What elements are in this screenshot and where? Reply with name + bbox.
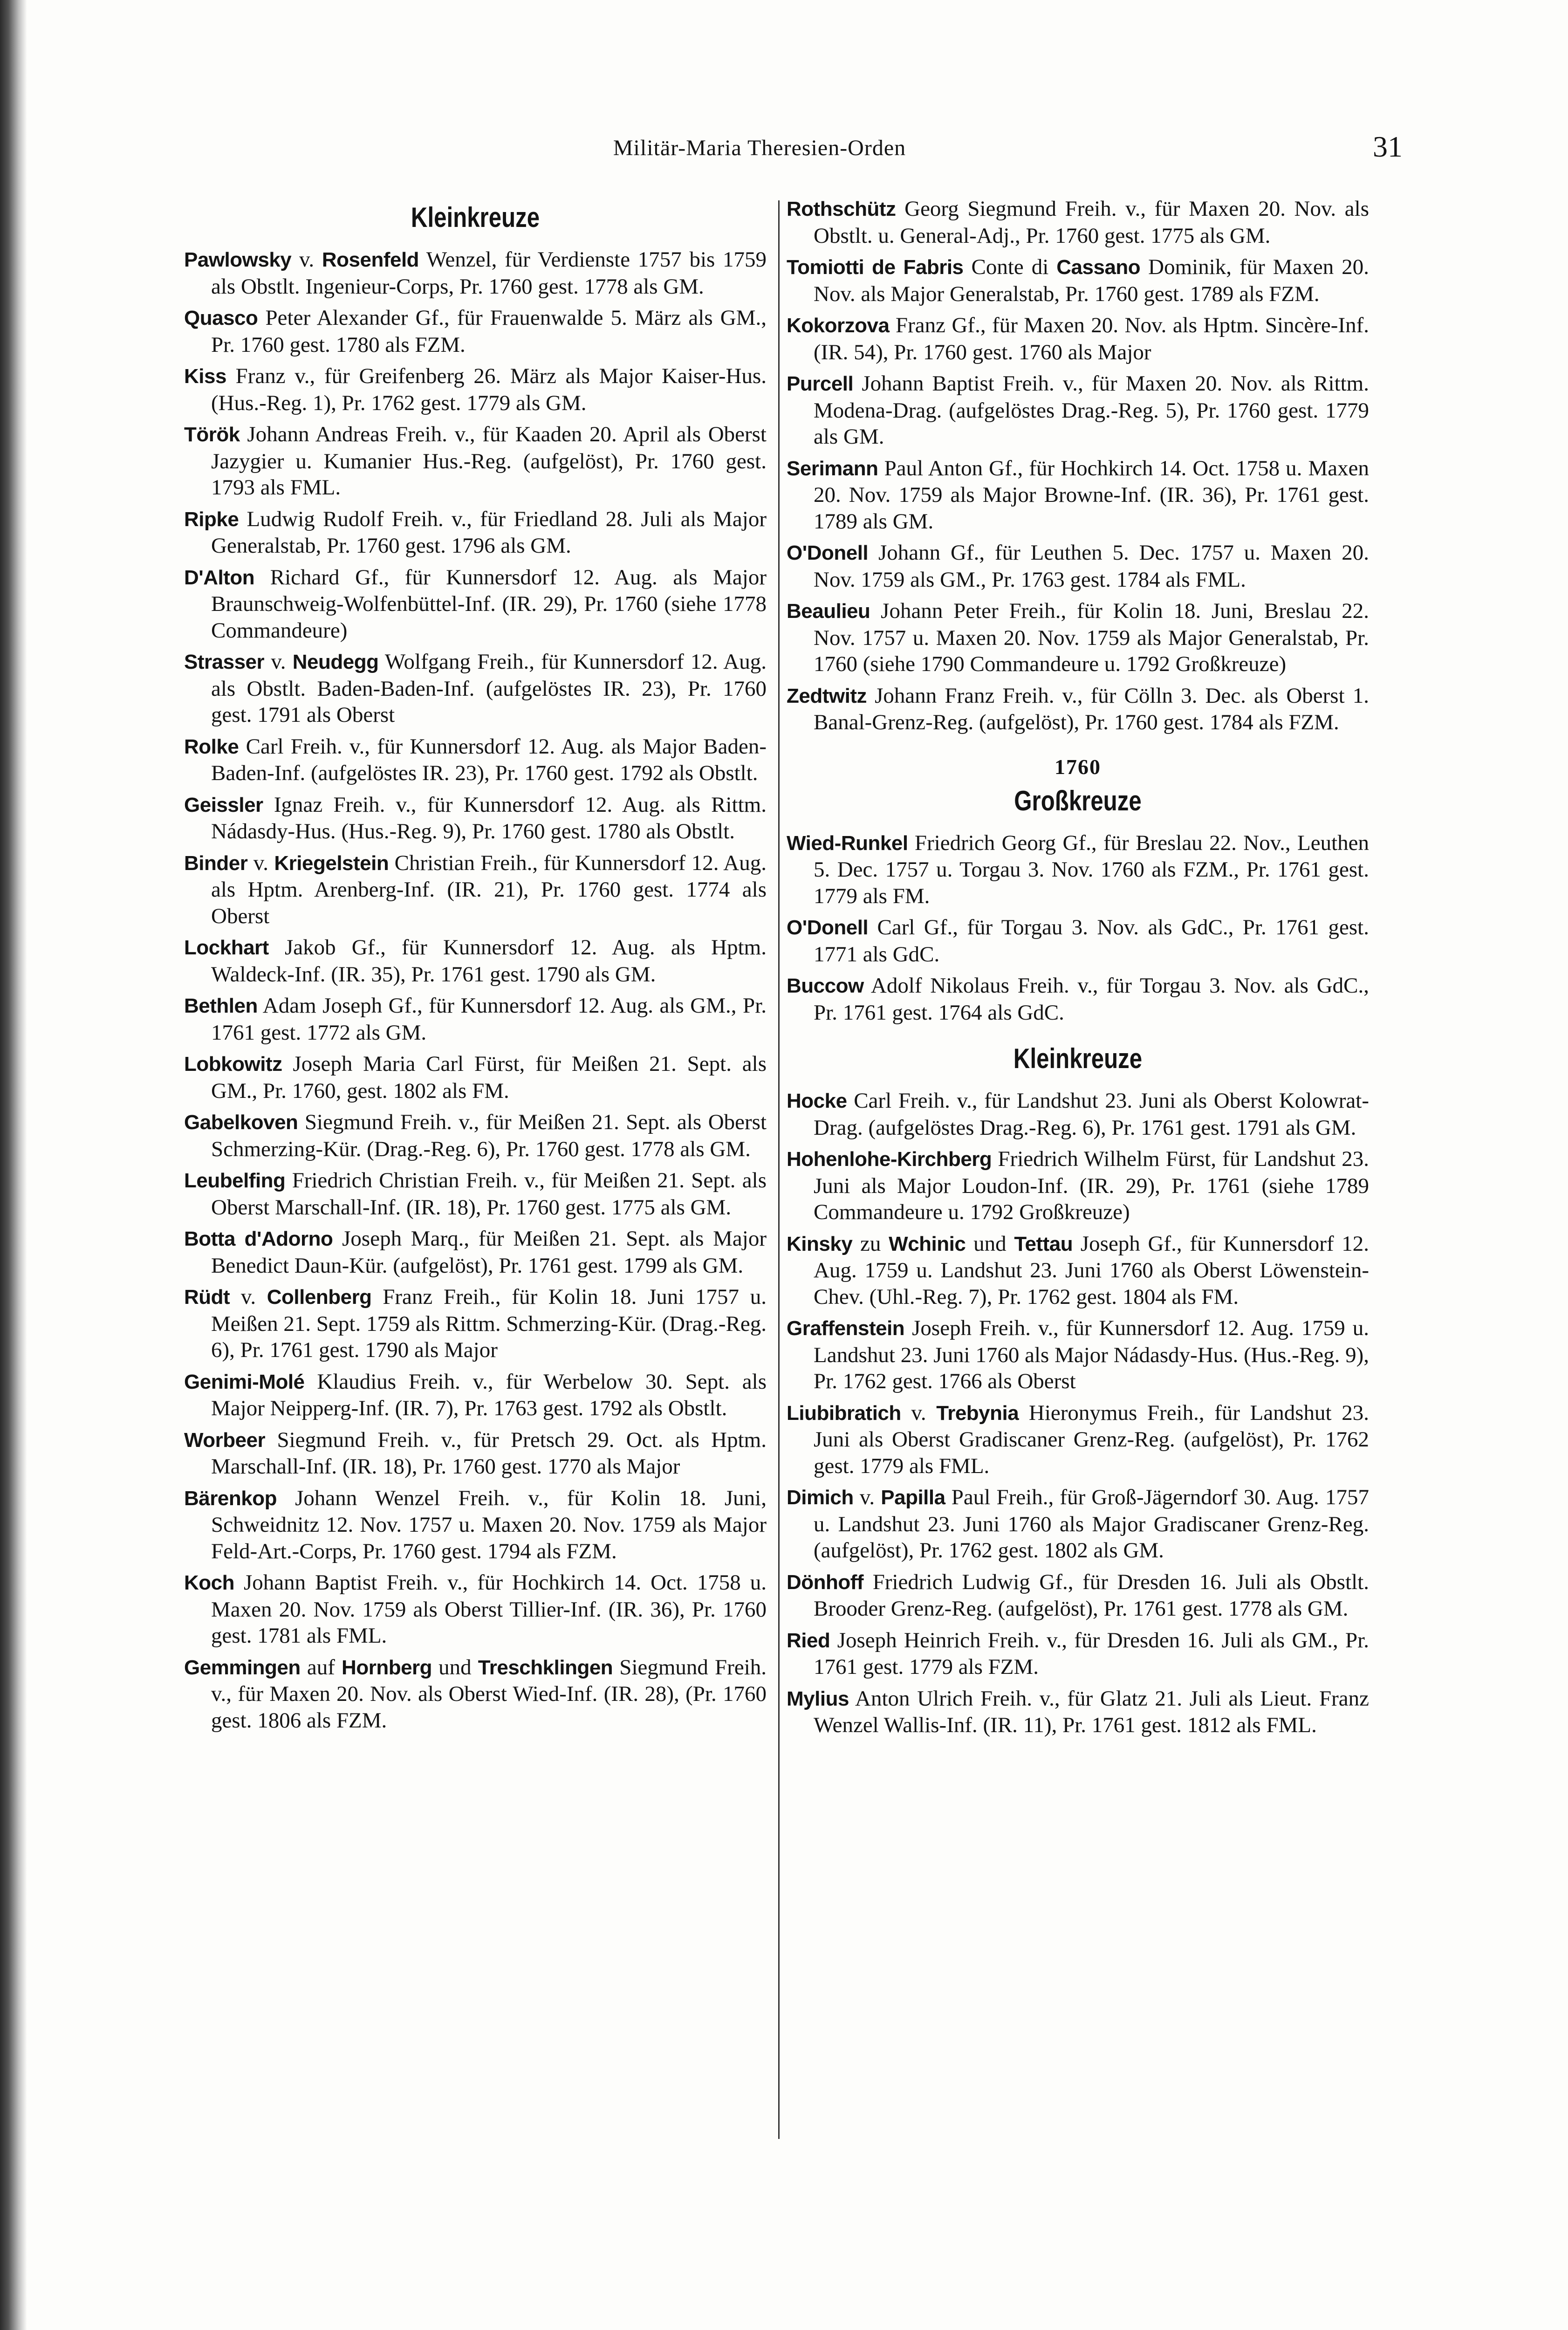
entry-name: Kriegelstein (274, 851, 389, 875)
entry-text: Carl Freih. v., für Kunnersdorf 12. Aug. als Major Baden-Baden-Inf. (aufgelöstes IR. 23), Pr. 1760 gest. 1792 als Obstlt. (211, 734, 767, 785)
entry-text: Johann Baptist Freih. v., für Hochkirch 14. Oct. 1758 u. Maxen 20. Nov. 1759 als Oberst Tillier-Inf. (IR. 36), Pr. 1760 gest. 1781 als FML. (211, 1570, 767, 1648)
entry-text: Peter Alexander Gf., für Frauenwalde 5. März als GM., Pr. 1760 gest. 1780 als FZM. (211, 306, 767, 357)
entry (184, 1569, 767, 1649)
entry-name: Gabelkoven (184, 1111, 298, 1134)
entry-name: Collenberg (267, 1286, 372, 1309)
entry-text: Joseph Marq., für Meißen 21. Sept. als Major Benedict Daun-Kür. (aufgelöst), Pr. 1761 gest. 1799 als GM. (211, 1227, 767, 1278)
entry-name: Török (184, 423, 240, 446)
entry-text: Hieronymus Freih., für Landshut 23. Juni als Oberst Gradiscaner Grenz-Reg. (aufgelöst), Pr. 1762 gest. 1779 als FML. (814, 1400, 1369, 1478)
entry-text: Ludwig Rudolf Freih. v., für Friedland 28. Juli als Major Generalstab, Pr. 1760 gest. 1796 als GM. (211, 507, 767, 558)
entry-name: Genimi-Molé (184, 1370, 305, 1393)
entry (787, 1400, 1369, 1480)
entry-text: Adolf Nikolaus Freih. v., für Torgau 3. Nov. als GdC., Pr. 1761 gest. 1764 als GdC. (814, 973, 1369, 1025)
entry-name: Zedtwitz (787, 684, 867, 707)
entry-list (787, 1088, 1369, 1739)
entry-name: Koch (184, 1571, 234, 1594)
entry-text: Conte di (963, 255, 1057, 279)
entry (787, 455, 1369, 535)
entry (184, 363, 767, 416)
entry-text: und (965, 1231, 1014, 1256)
entry-text: Joseph Freih. v., für Kunnersdorf 12. Aug. 1759 u. Landshut 23. Juni 1760 als Major Nádasdy-Hus. (Hus.-Reg. 9), Pr. 1762 gest. 1766 als Oberst (814, 1316, 1369, 1393)
entry-name: Hocke (787, 1090, 847, 1112)
entry-name: Kiss (184, 365, 226, 388)
entry-name: Neudegg (292, 651, 379, 673)
entry-text: v. (264, 650, 293, 674)
entry-text: Anton Ulrich Freih. v., für Glatz 21. Juli als Lieut. Franz Wenzel Wallis-Inf. (IR. 11), Pr. 1761 gest. 1812 als FML. (814, 1686, 1369, 1737)
entry (184, 1109, 767, 1162)
entry-name: Leubelfing (184, 1169, 286, 1192)
entry (184, 305, 767, 358)
entry-name: Lobkowitz (184, 1053, 282, 1076)
entry (184, 850, 767, 930)
entry-name: Wchinic (889, 1232, 966, 1255)
entry (184, 993, 767, 1046)
entry (184, 564, 767, 644)
entry-text: Siegmund Freih. v., für Pretsch 29. Oct. als Hptm. Marschall-Inf. (IR. 18), Pr. 1760 gest. 1770 als Major (211, 1427, 767, 1479)
entry-name: Trebynia (936, 1401, 1019, 1425)
entry-name: O'Donell (787, 916, 869, 939)
entry-name: Graffenstein (787, 1317, 905, 1340)
entry-list (184, 247, 767, 1734)
entry-name: Geissler (184, 793, 263, 816)
entry-text: Siegmund Freih. v., für Meißen 21. Sept. als Oberst Schmerzing-Kür. (Drag.-Reg. 6), Pr. 1760 gest. 1778 als GM. (211, 1110, 767, 1161)
entry-text: Joseph Maria Carl Fürst, für Meißen 21. Sept. als GM., Pr. 1760, gest. 1802 als FM. (211, 1052, 767, 1103)
entry (787, 1088, 1369, 1141)
entry-name: D'Alton (184, 566, 255, 589)
entry-name: Beaulieu (787, 600, 870, 623)
entry-text: Joseph Heinrich Freih. v., für Dresden 16. Juli als GM., Pr. 1761 gest. 1779 als FZM. (814, 1628, 1369, 1679)
entry-text: und (432, 1655, 478, 1679)
entry-name: Liubibratich (787, 1401, 901, 1425)
entry-text: auf (300, 1655, 342, 1679)
entry (787, 1484, 1369, 1564)
entry-name: Tettau (1014, 1232, 1073, 1255)
entry-name: Rolke (184, 735, 239, 758)
entry-name: Ried (787, 1629, 830, 1652)
entry-name: Hornberg (342, 1656, 432, 1679)
entry-text: Johann Wenzel Freih. v., für Kolin 18. Juni, Schweidnitz 12. Nov. 1757 u. Maxen 20. Nov. 1759 als Major Feld-Art.-Corps, Pr. 1760 gest. 1794 als FZM. (211, 1486, 767, 1563)
section-title-grosskreuze: Großkreuze (1014, 785, 1142, 816)
entry (184, 247, 767, 300)
entry (184, 1485, 767, 1565)
entry (787, 830, 1369, 910)
entry-text: Christian Freih., für Kunnersdorf 12. Aug. als Hptm. Arenberg-Inf. (IR. 21), Pr. 1760 gest. 1774 als Oberst (211, 850, 767, 928)
entry-name: Treschklingen (478, 1656, 613, 1679)
entry-text: Johann Peter Freih., für Kolin 18. Juni, Breslau 22. Nov. 1757 u. Maxen 20. Nov. 1759 als Major Generalstab, Pr. 1760 (siehe 1790 Commandeure u. 1792 Großkreuze) (814, 599, 1369, 676)
entry (787, 540, 1369, 593)
entry (184, 1167, 767, 1220)
entry-text: v. (247, 850, 274, 875)
entry-text: v. (291, 247, 322, 272)
entry-name: Bärenkop (184, 1487, 277, 1510)
entry (184, 1284, 767, 1364)
entry (787, 914, 1369, 967)
entry-text: v. (853, 1485, 881, 1509)
entry-text: Friedrich Georg Gf., für Breslau 22. Nov., Leuthen 5. Dec. 1757 u. Torgau 3. Nov. 1760 als FZM., Pr. 1761 gest. 1779 als FM. (814, 830, 1369, 908)
running-title: Militär-Maria Theresien-Orden (613, 136, 906, 160)
entry-text: Siegmund Freih. v., für Maxen 20. Nov. als Oberst Wied-Inf. (IR. 28), (Pr. 1760 gest. 1806 als FZM. (211, 1655, 767, 1733)
entry-name: Dönhoff (787, 1570, 864, 1594)
entry-text: Jakob Gf., für Kunnersdorf 12. Aug. als Hptm. Waldeck-Inf. (IR. 35), Pr. 1761 gest. 1790 als GM. (211, 935, 767, 987)
entry-text: Franz Freih., für Kolin 18. Juni 1757 u. Meißen 21. Sept. 1759 als Rittm. Schmerzing-Kür. (Drag.-Reg. 6), Pr. 1761 gest. 1790 als Major (211, 1285, 767, 1362)
entry-text: v. (901, 1400, 937, 1425)
entry-text: Friedrich Christian Freih. v., für Meißen 21. Sept. als Oberst Marschall-Inf. (IR. 18), Pr. 1760 gest. 1775 als GM. (211, 1168, 767, 1220)
entry (184, 649, 767, 728)
entry-text: zu (852, 1231, 889, 1256)
entry-text: Georg Siegmund Freih. v., für Maxen 20. Nov. als Obstlt. u. General-Adj., Pr. 1760 gest. 1775 als GM. (814, 197, 1369, 248)
entry-text: Adam Joseph Gf., für Kunnersdorf 12. Aug. als GM., Pr. 1761 gest. 1772 als GM. (211, 994, 767, 1045)
entry (184, 421, 767, 501)
entry-text: Carl Freih. v., für Landshut 23. Juni als Oberst Kolowrat-Drag. (aufgelöstes Drag.-Reg. 6), Pr. 1761 gest. 1791 als GM. (814, 1089, 1369, 1140)
entry-name: Bethlen (184, 994, 258, 1017)
entry-name: Kokorzova (787, 314, 890, 337)
entry (787, 973, 1369, 1026)
entry (184, 1051, 767, 1104)
entry-name: Worbeer (184, 1428, 266, 1452)
year-heading: 1760 (1054, 754, 1101, 779)
entry (787, 1146, 1369, 1226)
entry (184, 934, 767, 987)
entry (787, 1315, 1369, 1395)
entry (184, 733, 767, 787)
entry-text: v. (230, 1285, 267, 1309)
entry-name: Tomiotti de Fabris (787, 256, 964, 279)
entry-text: Dominik, für Maxen 20. Nov. als Major Generalstab, Pr. 1760 gest. 1789 als FZM. (814, 255, 1369, 306)
entry-text: Richard Gf., für Kunnersdorf 12. Aug. als Major Braunschweig-Wolfenbüttel-Inf. (IR. 29), Pr. 1760 (siehe 1778 Commandeure) (211, 565, 767, 643)
entry-text: Paul Freih., für Groß-Jägerndorf 30. Aug. 1757 u. Landshut 23. Juni 1760 als Major Gradiscaner Grenz-Reg. (aufgelöst), Pr. 1762 gest. 1802 als GM. (814, 1485, 1369, 1562)
entry (787, 598, 1369, 678)
right-column (787, 196, 1369, 1744)
entry-text: Johann Andreas Freih. v., für Kaaden 20. April als Oberst Jazygier u. Kumanier Hus.-Reg. (aufgelöst), Pr. 1760 gest. 1793 als FML. (211, 422, 767, 500)
entry-name: Binder (184, 851, 248, 875)
entry-name: Buccow (787, 974, 864, 997)
entry-name: Strasser (184, 651, 265, 673)
entry-text: Friedrich Wilhelm Fürst, für Landshut 23. Juni als Major Loudon-Inf. (IR. 29), Pr. 1761 (siehe 1789 Commandeure u. 1792 Großkreuze) (814, 1147, 1369, 1224)
entry-text: Wenzel, für Verdienste 1757 bis 1759 als Obstlt. Ingenieur-Corps, Pr. 1760 gest. 1778 als GM. (211, 247, 767, 299)
entry-text: Joseph Gf., für Kunnersdorf 12. Aug. 1759 u. Landshut 23. Juni 1760 als Oberst Löwenstein-Chev. (Uhl.-Reg. 7), Pr. 1762 gest. 1804 als FM. (814, 1231, 1369, 1309)
entry-name: Hohenlohe-Kirchberg (787, 1148, 992, 1171)
entry (184, 1369, 767, 1422)
entry-text: Johann Gf., für Leuthen 5. Dec. 1757 u. Maxen 20. Nov. 1759 als GM., Pr. 1763 gest. 1784 als FML. (814, 541, 1369, 592)
page-number: 31 (1373, 130, 1403, 163)
entry-name: Lockhart (184, 936, 269, 959)
entry-list (787, 830, 1369, 1026)
entry (787, 1569, 1369, 1622)
entry-name: Wied-Runkel (787, 831, 908, 855)
entry-name: O'Donell (787, 541, 869, 564)
section-title-kleinkreuze: Kleinkreuze (411, 202, 540, 233)
entry (184, 506, 767, 559)
entry-text: Klaudius Freih. v., für Werbelow 30. Sept. als Major Neipperg-Inf. (IR. 7), Pr. 1763 gest. 1792 als Obstlt. (211, 1369, 767, 1420)
entry (787, 1231, 1369, 1310)
entry-text: Friedrich Ludwig Gf., für Dresden 16. Juli als Obstlt. Brooder Grenz-Reg. (aufgelöst), Pr. 1761 gest. 1778 als GM. (814, 1569, 1369, 1621)
entry (787, 1627, 1369, 1680)
entry-name: Purcell (787, 372, 854, 395)
entry-text: Franz v., für Greifenberg 26. März als Major Kaiser-Hus. (Hus.-Reg. 1), Pr. 1762 gest. 1779 als GM. (211, 364, 767, 415)
entry-text: Ignaz Freih. v., für Kunnersdorf 12. Aug. als Rittm. Nádasdy-Hus. (Hus.-Reg. 9), Pr. 1760 gest. 1780 als Obstlt. (211, 792, 767, 843)
entry (787, 370, 1369, 450)
entry (787, 196, 1369, 249)
scan-edge (0, 0, 27, 2330)
entry-name: Rüdt (184, 1286, 230, 1309)
column-divider (778, 200, 780, 2139)
entry (787, 683, 1369, 736)
left-column (184, 196, 767, 1739)
entry-name: Dimich (787, 1486, 854, 1509)
entry (184, 1427, 767, 1480)
entry-text: Johann Franz Freih. v., für Cölln 3. Dec. als Oberst 1. Banal-Grenz-Reg. (aufgelöst), Pr. 1760 gest. 1784 als FZM. (814, 683, 1369, 734)
entry-name: Quasco (184, 307, 258, 329)
entry-text: Carl Gf., für Torgau 3. Nov. als GdC., Pr. 1761 gest. 1771 als GdC. (814, 915, 1369, 966)
entry-name: Rothschütz (787, 198, 896, 220)
entry-name: Pawlowsky (184, 248, 292, 271)
entry-text: Franz Gf., für Maxen 20. Nov. als Hptm. Sincère-Inf. (IR. 54), Pr. 1760 gest. 1760 als Major (814, 313, 1369, 364)
entry-text: Johann Baptist Freih. v., für Maxen 20. Nov. als Rittm. Modena-Drag. (aufgelöstes Drag.-Reg. 5), Pr. 1760 gest. 1779 als GM. (814, 371, 1369, 449)
entry-name: Papilla (881, 1486, 945, 1509)
entry (184, 1226, 767, 1279)
entry-name: Kinsky (787, 1232, 853, 1255)
entry (787, 312, 1369, 365)
entry (787, 1686, 1369, 1739)
entry-name: Mylius (787, 1687, 849, 1710)
section-title-kleinkreuze: Kleinkreuze (1013, 1043, 1143, 1074)
entry-name: Gemmingen (184, 1656, 301, 1679)
entry-text: Wolfgang Freih., für Kunnersdorf 12. Aug. als Obstlt. Baden-Baden-Inf. (aufgelöstes IR. 23), Pr. 1760 gest. 1791 als Oberst (211, 650, 767, 727)
entry-name: Botta d'Adorno (184, 1227, 333, 1250)
entry-text: Paul Anton Gf., für Hochkirch 14. Oct. 1758 u. Maxen 20. Nov. 1759 als Major Browne-Inf. (IR. 36), Pr. 1761 gest. 1789 als GM. (814, 456, 1369, 534)
entry-name: Ripke (184, 507, 239, 531)
entry (184, 1654, 767, 1734)
entry (787, 254, 1369, 307)
entry-name: Rosenfeld (322, 248, 419, 271)
entry-name: Cassano (1056, 256, 1141, 279)
entry (184, 792, 767, 845)
entry-list (787, 196, 1369, 736)
entry-name: Serimann (787, 457, 878, 480)
